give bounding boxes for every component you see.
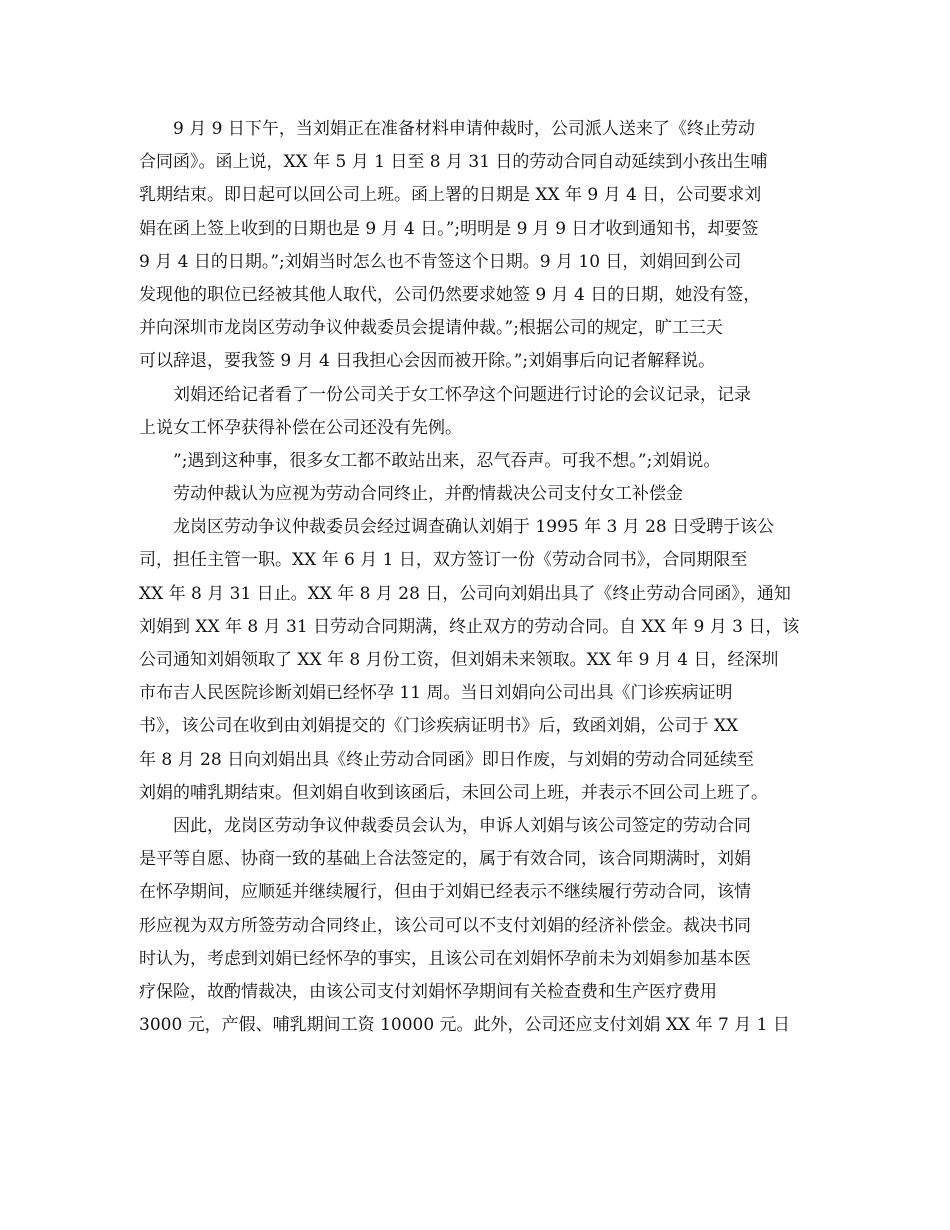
text-line: 市布吉人民医院诊断刘娟已经怀孕 11 周。当日刘娟向公司出具《门诊疾病证明 xyxy=(139,683,733,704)
text-line: 刘娟到 XX 年 8 月 31 日劳动合同期满，终止双方的劳动合同。自 XX 年 9 月 3 日，该 xyxy=(139,616,800,637)
text-line: 可以辞退，要我签 9 月 4 日我担心会因而被开除。”;刘娟事后向记者解释说。 xyxy=(139,351,716,372)
text-line: 书》，该公司在收到由刘娟提交的《门诊疾病证明书》后，致函刘娟，公司于 XX xyxy=(139,716,739,737)
text-line: 娟在函上签上收到的日期也是 9 月 4 日。”;明明是 9 月 9 日才收到通知书，却要签 xyxy=(139,218,759,239)
text-line: XX 年 8 月 31 日止。XX 年 8 月 28 日，公司向刘娟出具了《终止劳动合同函》，通知 xyxy=(139,583,791,604)
text-line: 3000 元，产假、哺乳期间工资 10000 元。此外，公司还应支付刘娟 XX 年 7 月 1 日 xyxy=(139,1015,790,1036)
text-line: 时认为，考虑到刘娟已经怀孕的事实，且该公司在刘娟怀孕前未为刘娟参加基本医 xyxy=(139,948,751,969)
text-line: 在怀孕期间，应顺延并继续履行，但由于刘娟已经表示不继续履行劳动合同，该情 xyxy=(139,882,751,903)
text-line: 乳期结束。即日起可以回公司上班。函上署的日期是 XX 年 9 月 4 日，公司要求刘 xyxy=(139,185,762,206)
text-line: 刘娟还给记者看了一份公司关于女工怀孕这个问题进行讨论的会议记录，记录 xyxy=(173,384,751,405)
text-line: 疗保险，故酌情裁决，由该公司支付刘娟怀孕期间有关检查费和生产医疗费用 xyxy=(139,981,717,1002)
text-line: 公司通知刘娟领取了 XX 年 8 月份工资，但刘娟未来领取。XX 年 9 月 4 日，经深圳 xyxy=(139,650,779,670)
text-line: 是平等自愿、协商一致的基础上合法签定的，属于有效合同，该合同期满时，刘娟 xyxy=(139,849,751,870)
text-line: 合同函》。函上说，XX 年 5 月 1 日至 8 月 31 日的劳动合同自动延续到小孩出生哺 xyxy=(139,152,768,173)
text-line: 发现他的职位已经被其他人取代，公司仍然要求她签 9 月 4 日的日期，她没有签， xyxy=(139,284,761,305)
text-line: 并向深圳市龙岗区劳动争议仲裁委员会提请仲裁。”;根据公司的规定，旷工三天 xyxy=(139,318,723,339)
text-line: 形应视为双方所签劳动合同终止，该公司可以不支付刘娟的经济补偿金。裁决书同 xyxy=(139,915,751,936)
text-line: 司，担任主管一职。XX 年 6 月 1 日，双方签订一份《劳动合同书》，合同期限至 xyxy=(139,550,748,571)
text-line: 9 月 9 日下午，当刘娟正在准备材料申请仲裁时，公司派人送来了《终止劳动 xyxy=(173,119,755,139)
text-line: 龙岗区劳动争议仲裁委员会经过调查确认刘娟于 1995 年 3 月 28 日受聘于该公 xyxy=(173,517,775,538)
document-body xyxy=(139,113,819,1042)
text-line: 上说女工怀孕获得补偿在公司还没有先例。 xyxy=(139,417,462,438)
text-line: 年 8 月 28 日向刘娟出具《终止劳动合同函》即日作废，与刘娟的劳动合同延续至 xyxy=(139,749,755,770)
text-line: 刘娟的哺乳期结束。但刘娟自收到该函后，未回公司上班，并表示不回公司上班了。 xyxy=(139,782,768,803)
text-line: 9 月 4 日的日期。”;刘娟当时怎么也不肯签这个日期。9 月 10 日，刘娟回到公司 xyxy=(139,251,742,272)
text-line: 劳动仲裁认为应视为劳动合同终止，并酌情裁决公司支付女工补偿金 xyxy=(173,484,683,505)
text-line: ”;遇到这种事，很多女工都不敢站出来，忍气吞声。可我不想。”;刘娟说。 xyxy=(173,450,721,471)
text-line: 因此，龙岗区劳动争议仲裁委员会认为，申诉人刘娟与该公司签定的劳动合同 xyxy=(173,815,751,836)
